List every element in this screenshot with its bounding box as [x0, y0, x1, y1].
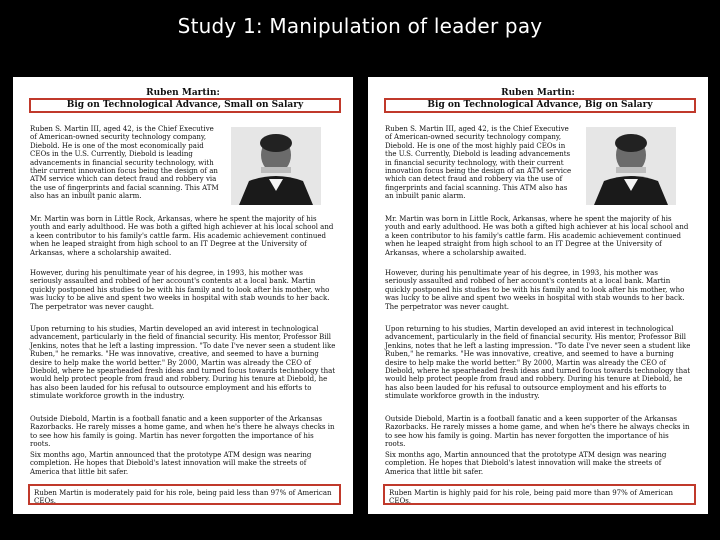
article-paragraph: Six months ago, Martin announced that the prototype ATM design was nearing completion. He hopes that Diebold's latest innovation will make the streets of America that little bit safer.	[30, 451, 312, 476]
article-paragraph: However, during his penultimate year of his degree, in 1993, his mother was seriously assaulted and robbed of her account's contents at a local bank. Martin quickly postponed his studies to be with his family and to look after his mother, who was lucky to be alive and spent two weeks in hospital with stab wounds to her back. The perpetrator was never caught.	[385, 269, 685, 311]
article-paragraph: Mr. Martin was born in Little Rock, Arkansas, where he spent the majority of his youth and early adulthood. He was both a gifted high achiever at his local school and a keen contributor to his family's cattle farm. His academic achievement continued when he leaped straight from high school to an IT Degree at the University of Arkansas, where a scholarship awaited.	[30, 215, 334, 257]
pay-statement: Ruben Martin is highly paid for his role, being paid more than 97% of American CEOs.	[389, 489, 674, 506]
article-intro: Ruben S. Martin III, aged 42, is the Chief Executive of American-owned security technology company, Diebold. He is one of the most economically paid CEOs in the U.S. Currently, Diebold is leading advancements in financial security technology, with their current innovation focus being the design of an ATM service which can detect fraud and robbery via the use of fingerprints and facial scanning. This ATM also has an inbuilt panic alarm.	[30, 125, 219, 201]
headline-highlight-box	[384, 98, 696, 113]
article-paragraph: Outside Diebold, Martin is a football fanatic and a keen supporter of the Arkansas Razorbacks. He rarely misses a home game, and when he's there he always checks in to see how his family is going. Martin has never forgotten the importance of his roots.	[385, 415, 690, 449]
article-low-pay	[13, 77, 353, 514]
headline-highlight-box	[29, 98, 341, 113]
ceo-portrait-image	[586, 127, 676, 205]
article-high-pay	[368, 77, 708, 514]
ceo-photo	[231, 127, 321, 205]
article-paragraph: Upon returning to his studies, Martin developed an avid interest in technological advancement, particularly in the field of financial security. His mentor, Professor Bill Jenkins, notes that he left a lasting impression. "To date I've never seen a student like Ruben," he remarks. "He was innovative, creative, and seemed to have a burning desire to help make the world better." By 2000, Martin was already the CEO of Diebold, where he spearheaded fresh ideas and turned focus towards technology that would help protect people from fraud and robbery. During his tenure at Diebold, he has also been lauded for his refusal to outsource employment and his efforts to stimulate workforce growth in the industry.	[30, 325, 336, 401]
ceo-photo	[586, 127, 676, 205]
article-headline: Big on Technological Advance, Small on Salary	[66, 100, 304, 110]
article-paragraph: Upon returning to his studies, Martin developed an avid interest in technological advancement, particularly in the field of financial security. His mentor, Professor Bill Jenkins, notes that he left a lasting impression. "To date I've never seen a student like Ruben," he remarks. "He was innovative, creative, and seemed to have a burning desire to help make the world better." By 2000, Martin was already the CEO of Diebold, where he spearheaded fresh ideas and turned focus towards technology that would help protect people from fraud and robbery. During his tenure at Diebold, he has also been lauded for his refusal to outsource employment and his efforts to stimulate workforce growth in the industry.	[385, 325, 691, 401]
pay-statement-highlight-box	[383, 484, 696, 505]
ceo-portrait-image	[231, 127, 321, 205]
article-paragraph: Outside Diebold, Martin is a football fanatic and a keen supporter of the Arkansas Razorbacks. He rarely misses a home game, and when he's there he always checks in to see how his family is going. Martin has never forgotten the importance of his roots.	[30, 415, 335, 449]
pay-statement-highlight-box	[28, 484, 341, 505]
article-paragraph: Six months ago, Martin announced that the prototype ATM design was nearing completion. He hopes that Diebold's latest innovation will make the streets of America that little bit safer.	[385, 451, 667, 476]
article-name: Ruben Martin:	[146, 88, 220, 98]
article-name: Ruben Martin:	[501, 88, 575, 98]
pay-statement: Ruben Martin is moderately paid for his role, being paid less than 97% of American CEOs.	[34, 489, 332, 506]
article-paragraph: Mr. Martin was born in Little Rock, Arkansas, where he spent the majority of his youth and early adulthood. He was both a gifted high achiever at his local school and a keen contributor to his family's cattle farm. His academic achievement continued when he leaped straight from high school to an IT Degree at the University of Arkansas, where a scholarship awaited.	[385, 215, 689, 257]
slide-title: Study 1: Manipulation of leader pay	[177, 14, 543, 38]
article-intro: Ruben S. Martin III, aged 42, is the Chief Executive of American-owned security technology company, Diebold. He is one of the most highly paid CEOs in the U.S. Currently, Diebold is leading advancements in financial security technology, with their current innovation focus being the design of an ATM service which can detect fraud and robbery via the use of fingerprints and facial scanning. This ATM also has an inbuilt panic alarm.	[385, 125, 572, 201]
article-headline: Big on Technological Advance, Big on Salary	[427, 100, 653, 110]
article-paragraph: However, during his penultimate year of his degree, in 1993, his mother was seriously assaulted and robbed of her account's contents at a local bank. Martin quickly postponed his studies to be with his family and to look after his mother, who was lucky to be alive and spent two weeks in hospital with stab wounds to her back. The perpetrator was never caught.	[30, 269, 330, 311]
